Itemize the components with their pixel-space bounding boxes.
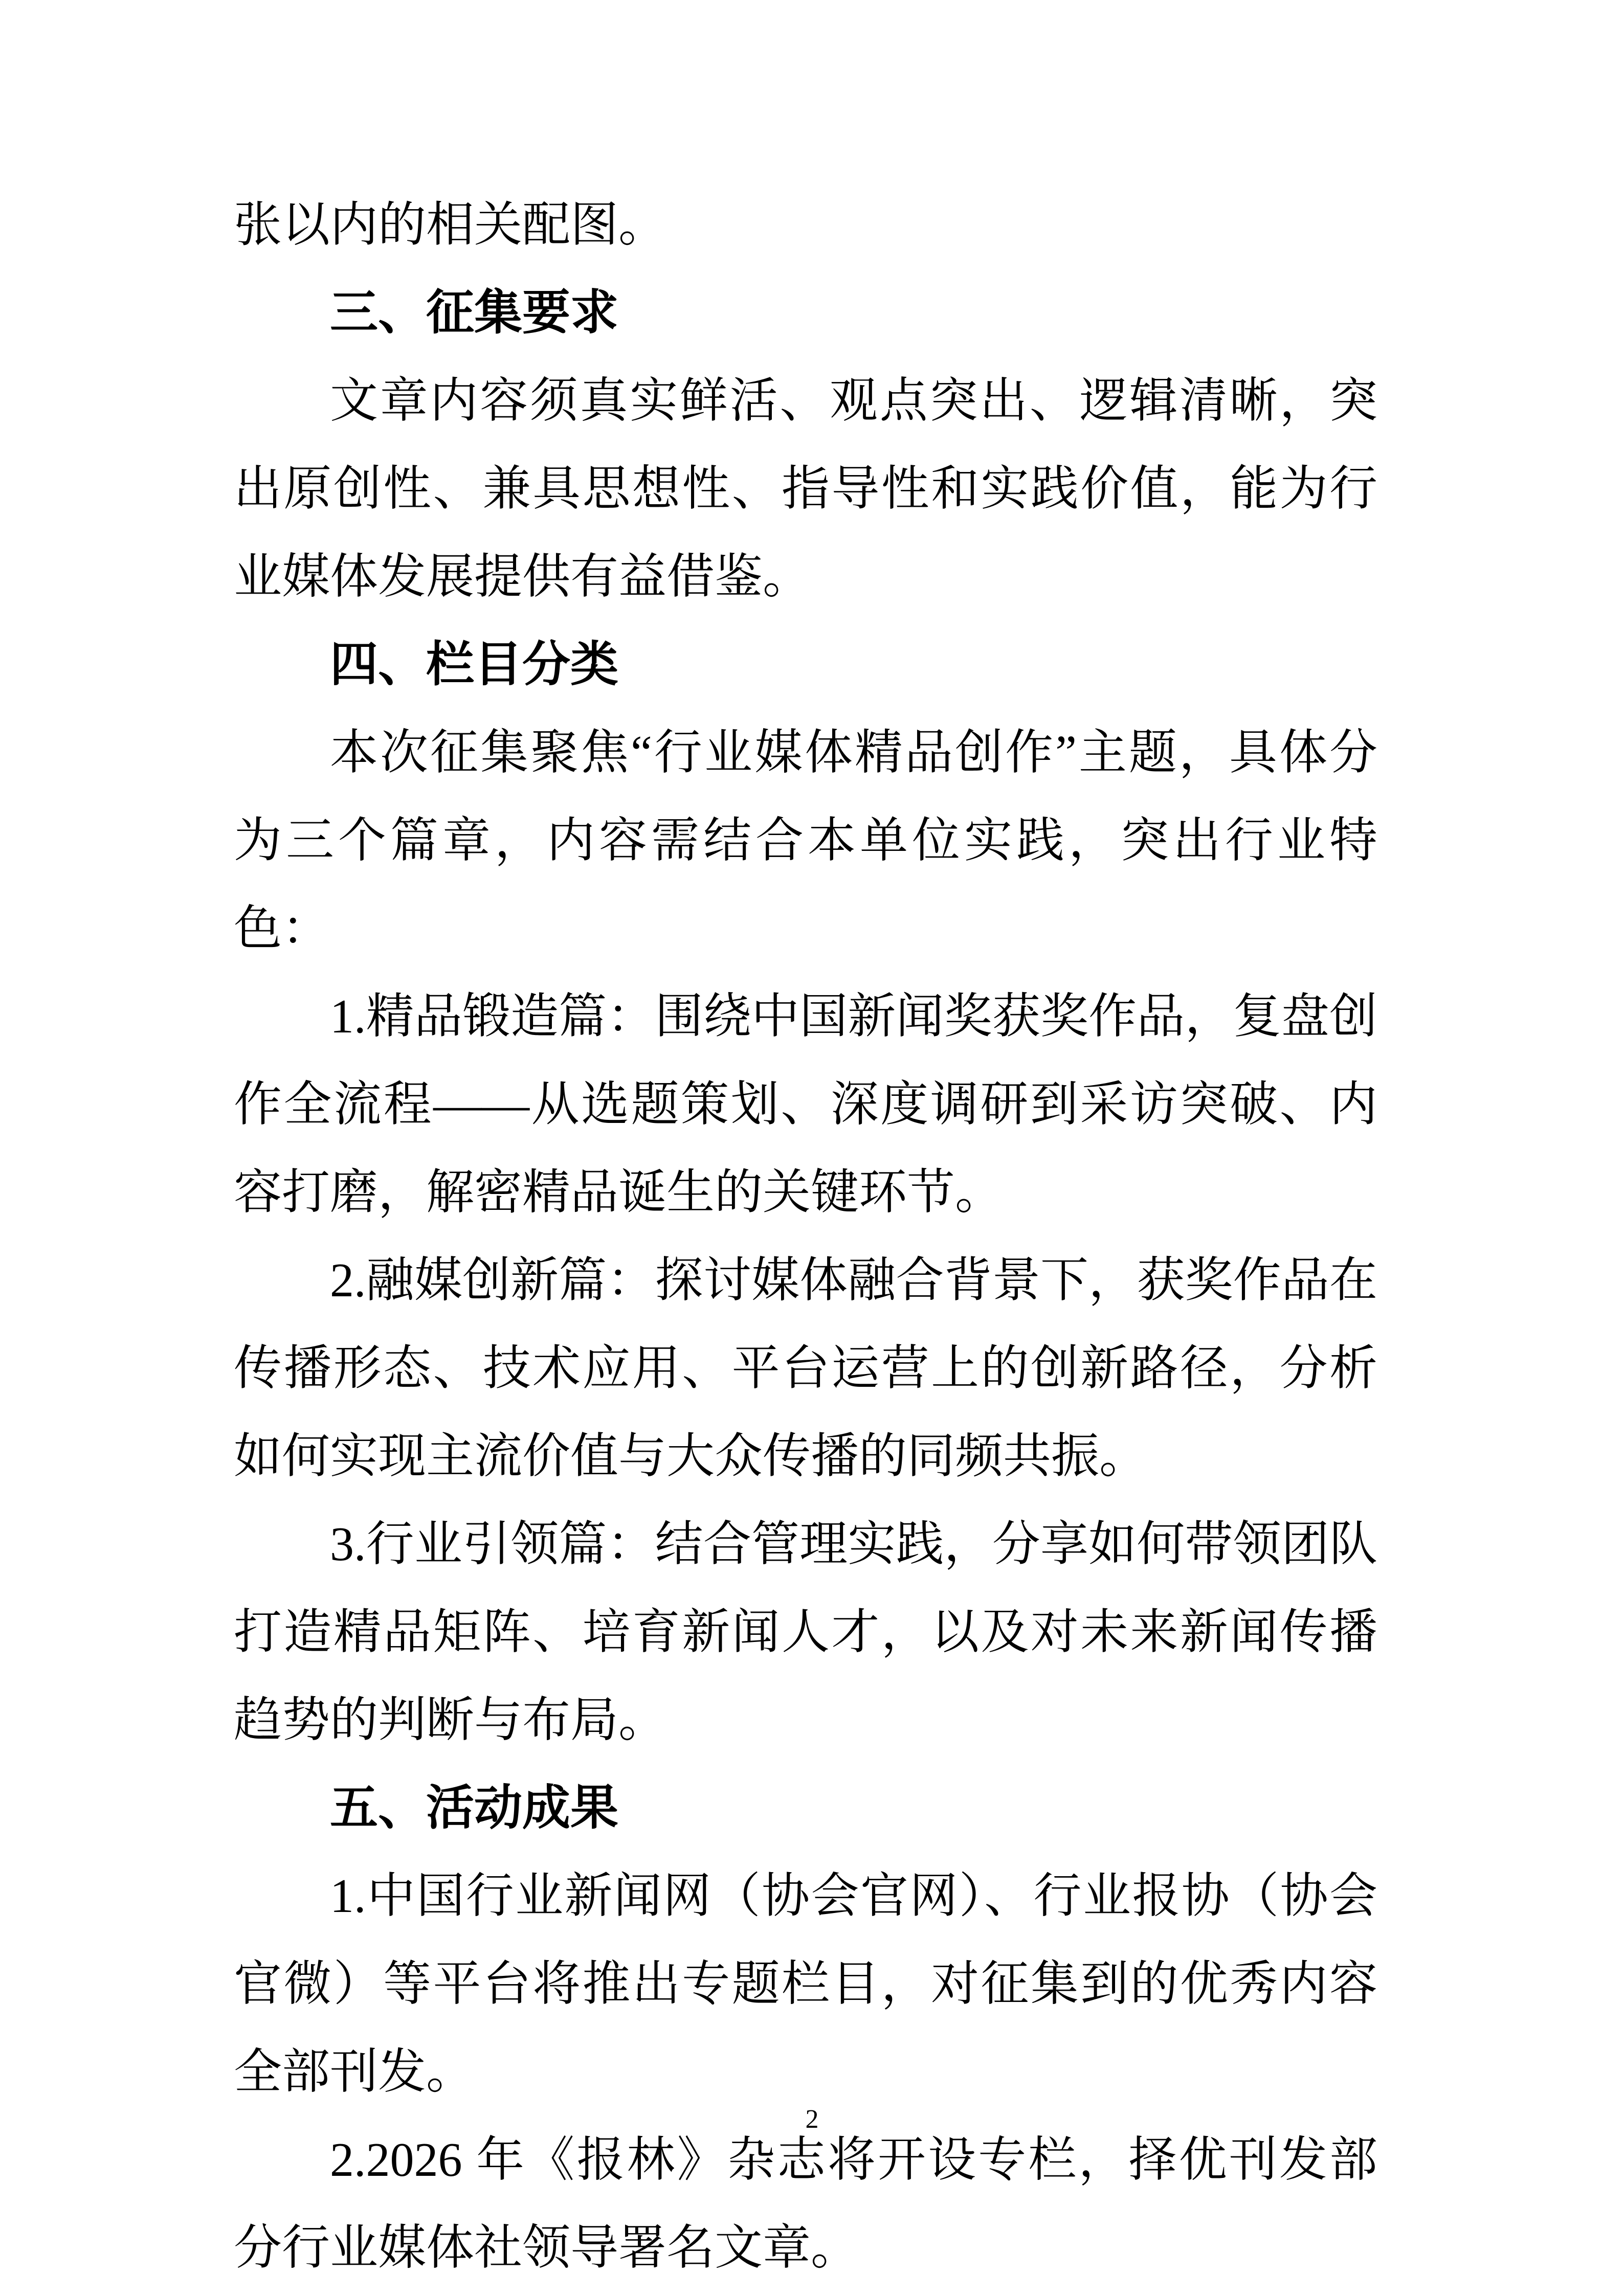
body-paragraph: 2.2026 年《报林》杂志将开设专栏，择优刊发部分行业媒体社领导署名文章。 xyxy=(234,2133,1377,2275)
body-paragraph: 1.中国行业新闻网（协会官网）、行业报协（协会官微）等平台将推出专题栏目，对征集到的优秀内容全部刊发。 xyxy=(234,1870,1377,2099)
section-heading: 三、征集要求 xyxy=(330,286,619,340)
body-paragraph: 1.精品锻造篇：围绕中国新闻奖获奖作品，复盘创作全流程——从选题策划、深度调研到采访突破、内容打磨，解密精品诞生的关键环节。 xyxy=(234,990,1377,1219)
body-paragraph: 文章内容须真实鲜活、观点突出、逻辑清晰，突出原创性、兼具思想性、指导性和实践价值，能为行业媒体发展提供有益借鉴。 xyxy=(234,374,1377,603)
body-paragraph: 张以内的相关配图。 xyxy=(234,198,667,252)
body-paragraph: 本次征集聚焦“行业媒体精品创作”主题，具体分为三个篇章，内容需结合本单位实践，突出行业特色： xyxy=(234,726,1377,955)
section-heading: 五、活动成果 xyxy=(330,1782,619,1835)
document-body xyxy=(234,181,1377,2292)
body-paragraph: 2.融媒创新篇：探讨媒体融合背景下，获奖作品在传播形态、技术应用、平台运营上的创新路径，分析如何实现主流价值与大众传播的同频共振。 xyxy=(234,1254,1377,1483)
page-footer xyxy=(0,2099,1624,2140)
body-paragraph: 3.行业引领篇：结合管理实践，分享如何带领团队打造精品矩阵、培育新闻人才，以及对未来新闻传播趋势的判断与布局。 xyxy=(234,1518,1377,1747)
page-number: 2 xyxy=(805,2105,819,2134)
section-heading: 四、栏目分类 xyxy=(330,638,619,691)
